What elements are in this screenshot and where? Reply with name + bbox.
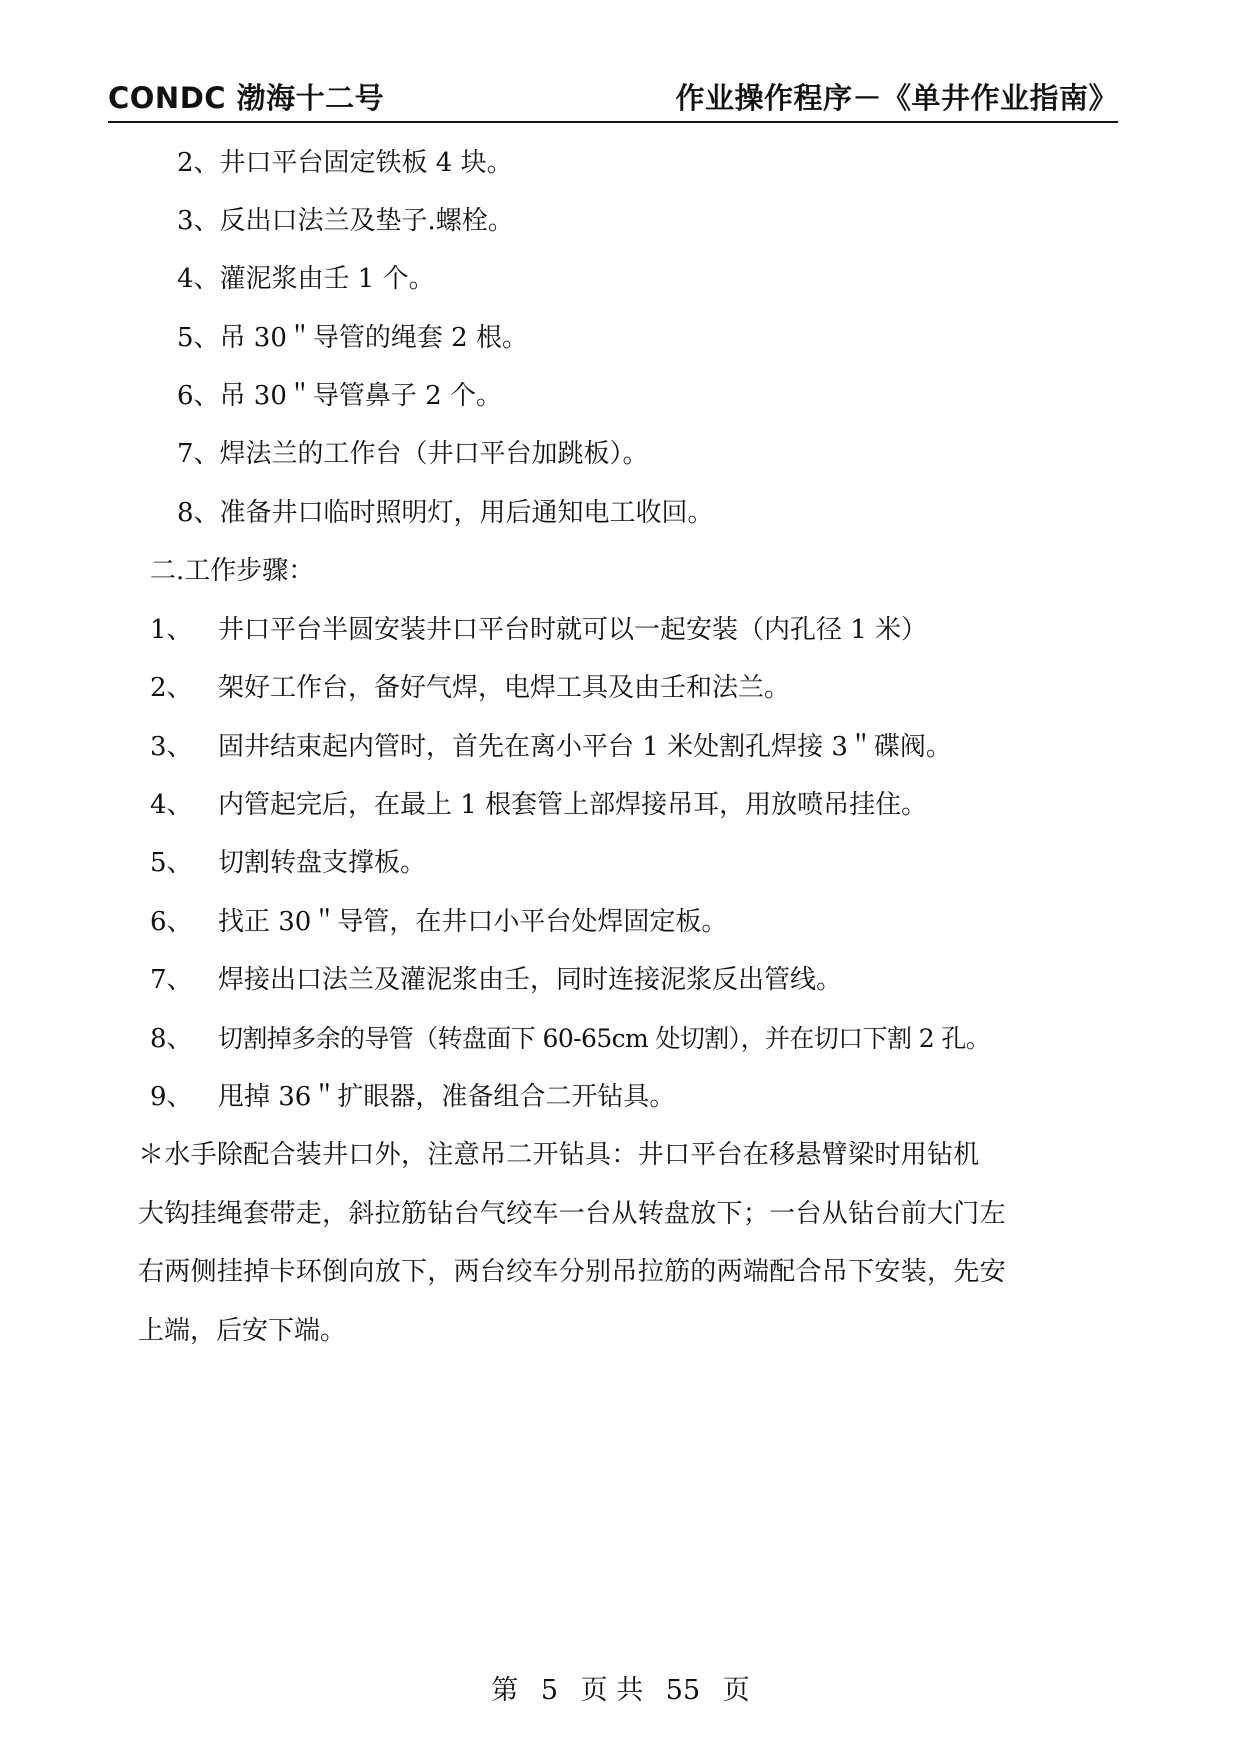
page-footer <box>0 1668 1241 1707</box>
step-text: 内管起完后，在最上 1 根套管上部焊接吊耳，用放喷吊挂住。 <box>218 790 928 820</box>
prep-item: 7、焊法兰的工作台（井口平台加跳板）。 <box>177 439 649 469</box>
step-number: 9、 <box>150 1082 193 1112</box>
prep-item: 3、反出口法兰及垫子.螺栓。 <box>177 206 514 236</box>
step-text: 找正 30＂导管，在井口小平台处焊固定板。 <box>218 907 728 937</box>
note-line: 大钩挂绳套带走，斜拉筋钻台气绞车一台从转盘放下；一台从钻台前大门左 <box>138 1199 1006 1229</box>
footer-suffix: 页 <box>722 1675 750 1706</box>
step-number: 7、 <box>150 965 193 995</box>
step-text: 甩掉 36＂扩眼器，准备组合二开钻具。 <box>218 1082 676 1112</box>
prep-item: 4、灌泥浆由壬 1 个。 <box>177 264 435 294</box>
step-text: 切割掉多余的导管（转盘面下 60-65cm 处切割），并在切口下割 2 孔。 <box>218 1024 991 1053</box>
header-doc-title: 作业操作程序－《单井作业指南》 <box>675 81 1118 115</box>
step-text: 架好工作台，备好气焊，电焊工具及由壬和法兰。 <box>218 673 791 703</box>
step-number: 6、 <box>150 907 193 937</box>
note-line: 右两侧挂掉卡环倒向放下，两台绞车分别吊拉筋的两端配合吊下安装，先安 <box>138 1257 1006 1287</box>
step-number: 4、 <box>150 790 193 820</box>
note-line: ＊水手除配合装井口外，注意吊二开钻具：井口平台在移悬臂梁时用钻机 <box>138 1140 980 1170</box>
page-header <box>108 76 1118 120</box>
prep-item: 6、吊 30＂导管鼻子 2 个。 <box>177 381 502 411</box>
footer-prefix: 第 <box>491 1675 519 1706</box>
step-text: 固井结束起内管时，首先在离小平台 1 米处割孔焊接 3＂碟阀。 <box>218 732 952 762</box>
section-title: 二.工作步骤： <box>150 556 315 586</box>
prep-item: 8、准备井口临时照明灯，用后通知电工收回。 <box>177 498 714 528</box>
header-company: CONDC 渤海十二号 <box>108 81 385 115</box>
footer-mid: 页 共 <box>580 1675 644 1706</box>
step-text: 井口平台半圆安装井口平台时就可以一起安装（内孔径 1 米） <box>218 615 928 645</box>
footer-page-number: 5 <box>540 1675 559 1706</box>
step-number: 1、 <box>150 615 193 645</box>
step-text: 焊接出口法兰及灌泥浆由壬，同时连接泥浆反出管线。 <box>218 965 843 995</box>
note-line: 上端，后安下端。 <box>138 1316 347 1346</box>
header-divider <box>108 121 1118 123</box>
step-number: 8、 <box>150 1024 193 1054</box>
prep-item: 5、吊 30＂导管的绳套 2 根。 <box>177 323 528 353</box>
step-number: 3、 <box>150 732 193 762</box>
step-text: 切割转盘支撑板。 <box>218 848 427 878</box>
prep-item: 2、井口平台固定铁板 4 块。 <box>177 148 513 178</box>
step-number: 5、 <box>150 848 193 878</box>
step-number: 2、 <box>150 673 193 703</box>
footer-total-pages: 55 <box>665 1675 701 1706</box>
